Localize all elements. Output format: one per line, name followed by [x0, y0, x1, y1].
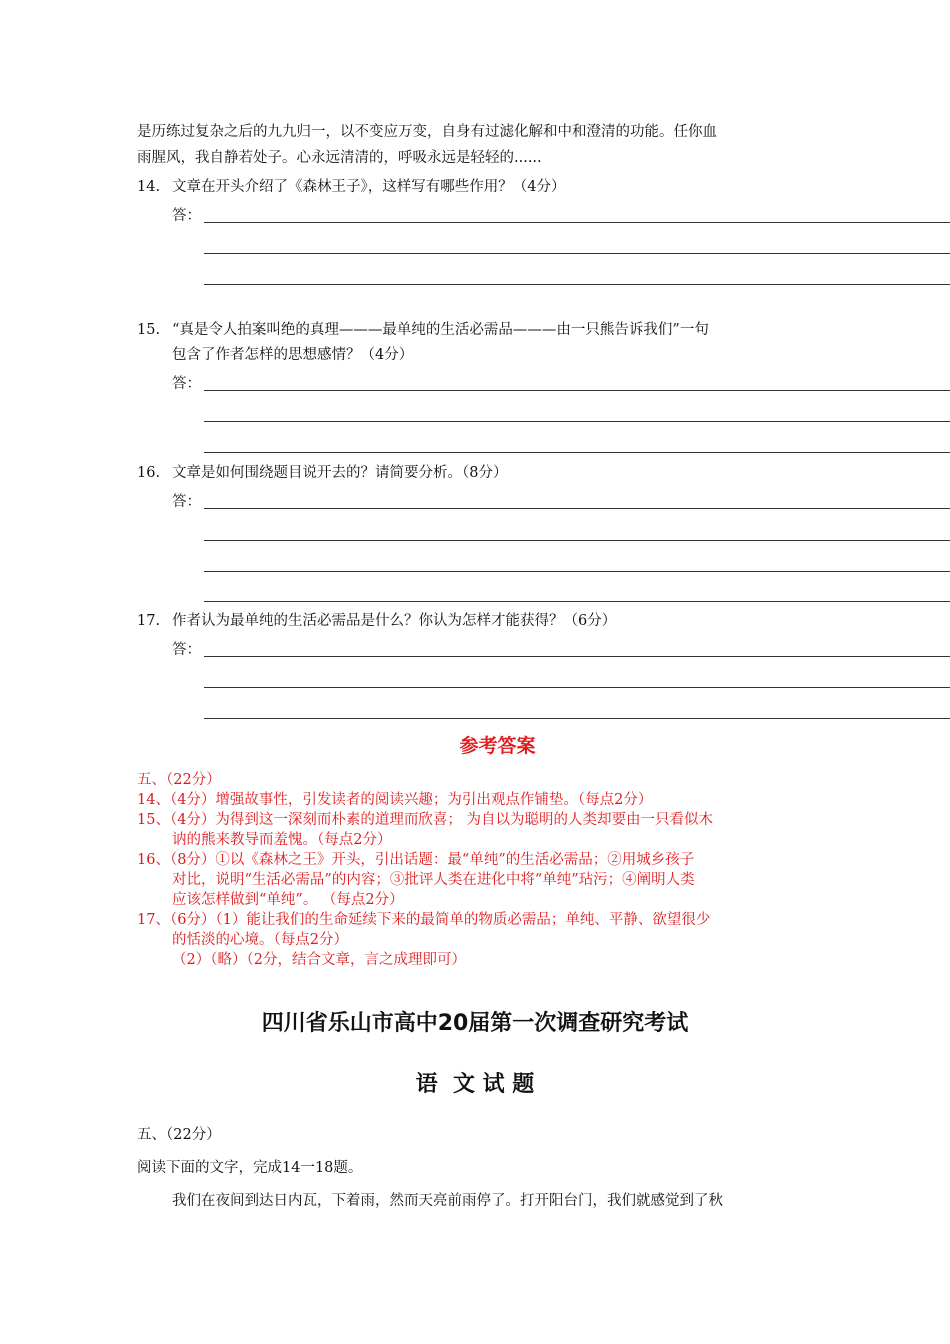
- answer-key-title: 参考答案: [459, 735, 536, 757]
- answer-label: 答：: [172, 376, 201, 392]
- answer-section: 五、（22分）: [137, 772, 221, 788]
- answer-16-cont: 应该怎样做到“单纯”。 （每点2分）: [172, 892, 404, 908]
- answer-line: [204, 421, 950, 422]
- answer-line: [204, 390, 950, 391]
- answer-line: [204, 222, 950, 223]
- answer-15-cont: 讷的熊来教导而羞愧。（每点2分）: [172, 832, 392, 848]
- question-number: 15.: [137, 322, 161, 338]
- instruction: 阅读下面的文字，完成14一18题。: [137, 1160, 363, 1176]
- question-text: 作者认为最单纯的生活必需品是什么？你认为怎样才能获得？（6分）: [172, 613, 617, 629]
- exam-subtitle: 语 文 试 题: [415, 1072, 535, 1097]
- answer-16-cont: 对比，说明“生活必需品”的内容；③批评人类在进化中将“单纯”玷污；④阐明人类: [172, 872, 695, 888]
- answer-line: [204, 687, 950, 688]
- question-text: 文章是如何围绕题目说开去的？请简要分析。（8分）: [172, 465, 508, 481]
- answer-label: 答：: [172, 494, 201, 510]
- question-text: 文章在开头介绍了《森林王子》，这样写有哪些作用？（4分）: [172, 179, 566, 195]
- answer-line: [204, 284, 950, 285]
- exam-title: 四川省乐山市高中20届第一次调查研究考试: [261, 1011, 689, 1036]
- question-text: “真是令人拍案叫绝的真理———最单纯的生活必需品———由一只熊告诉我们”一句: [172, 322, 709, 338]
- answer-17-cont: 的恬淡的心境。（每点2分）: [172, 932, 348, 948]
- question-number: 16.: [137, 465, 161, 481]
- question-number: 14.: [137, 179, 161, 195]
- question-text: 包含了作者怎样的思想感情？（4分）: [172, 347, 414, 363]
- answer-line: [204, 718, 950, 719]
- answer-17: 17、（6分）（1）能让我们的生命延续下来的最简单的物质必需品；单纯、平静、欲望很少: [137, 912, 711, 928]
- answer-15: 15、（4分）为得到这一深刻而朴素的道理而欣喜； 为自以为聪明的人类却要由一只看似木: [137, 812, 714, 828]
- answer-line: [204, 601, 950, 602]
- section-heading: 五、（22分）: [137, 1127, 221, 1143]
- answer-line: [204, 571, 950, 572]
- answer-line: [204, 452, 950, 453]
- answer-line: [204, 508, 950, 509]
- answer-17-cont: （2）（略）（2分，结合文章，言之成理即可）: [172, 952, 466, 968]
- answer-line: [204, 540, 950, 541]
- passage-line: 我们在夜间到达日内瓦，下着雨，然而天亮前雨停了。打开阳台门，我们就感觉到了秋: [172, 1193, 723, 1209]
- answer-line: [204, 656, 950, 657]
- answer-line: [204, 253, 950, 254]
- answer-label: 答：: [172, 208, 201, 224]
- answer-16: 16、（8分）①以《森林之王》开头，引出话题：最“单纯”的生活必需品；②用城乡孩子: [137, 852, 695, 868]
- passage-line: 雨腥风，我自静若处子。心永远清清的，呼吸永远是轻轻的......: [137, 150, 542, 166]
- question-number: 17.: [137, 613, 161, 629]
- answer-14: 14、（4分）增强故事性，引发读者的阅读兴趣；为引出观点作铺垫。（每点2分）: [137, 792, 653, 808]
- answer-label: 答：: [172, 642, 201, 658]
- passage-line: 是历练过复杂之后的九九归一，以不变应万变，自身有过滤化解和中和澄清的功能。任你血: [137, 124, 717, 140]
